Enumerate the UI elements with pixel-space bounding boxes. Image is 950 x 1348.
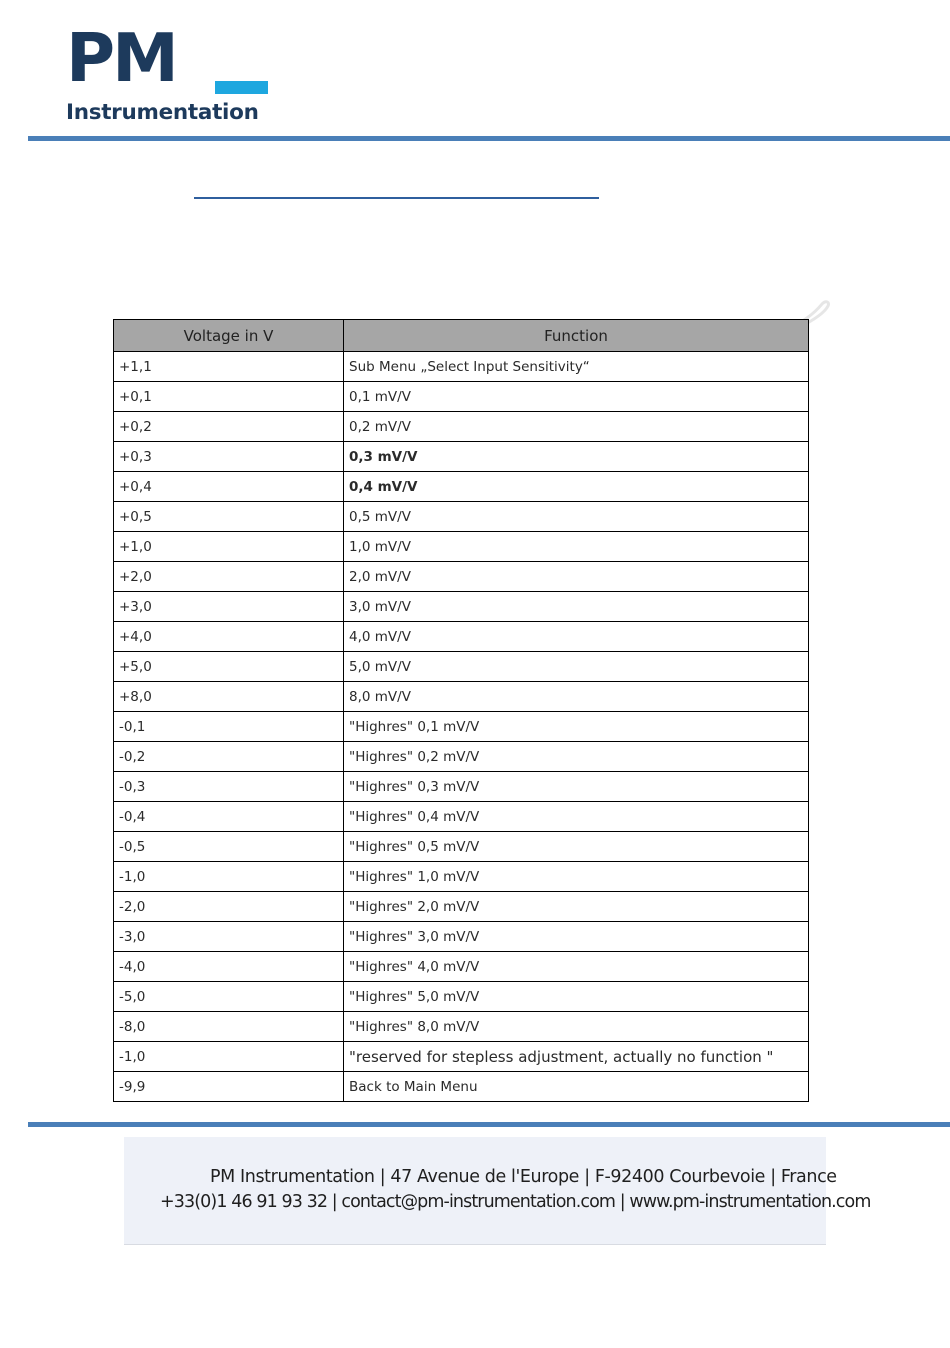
voltage-cell: +0,4 (114, 472, 344, 502)
function-cell: "Highres" 3,0 mV/V (344, 922, 809, 952)
table-row (114, 982, 809, 1012)
voltage-cell: -0,5 (114, 832, 344, 862)
function-cell: "Highres" 8,0 mV/V (344, 1012, 809, 1042)
footer-contact-box (124, 1137, 871, 1245)
voltage-cell: -1,0 (114, 1042, 344, 1072)
table-row (114, 472, 809, 502)
voltage-cell: -0,1 (114, 712, 344, 742)
voltage-cell: -1,0 (114, 862, 344, 892)
function-cell: 0,5 mV/V (344, 502, 809, 532)
voltage-cell: +1,1 (114, 352, 344, 382)
table-row (114, 622, 809, 652)
function-cell: 0,1 mV/V (344, 382, 809, 412)
function-cell: 0,4 mV/V (344, 472, 809, 502)
footer-divider (28, 1122, 950, 1127)
table-row (114, 352, 809, 382)
function-cell: "Highres" 4,0 mV/V (344, 952, 809, 982)
table-row (114, 922, 809, 952)
voltage-function-table (113, 319, 809, 1102)
function-cell: 5,0 mV/V (344, 652, 809, 682)
logo-accent-bar (215, 81, 268, 94)
function-cell: 2,0 mV/V (344, 562, 809, 592)
voltage-cell: +4,0 (114, 622, 344, 652)
function-cell: 1,0 mV/V (344, 532, 809, 562)
company-logo (66, 19, 272, 128)
table-row (114, 742, 809, 772)
function-cell: 0,2 mV/V (344, 412, 809, 442)
function-cell: "Highres" 0,2 mV/V (344, 742, 809, 772)
voltage-cell: -8,0 (114, 1012, 344, 1042)
table-row (114, 1042, 809, 1072)
voltage-cell: +0,5 (114, 502, 344, 532)
function-cell: "reserved for stepless adjustment, actually no function " (344, 1042, 809, 1072)
table-row (114, 1012, 809, 1042)
header-function: Function (344, 320, 809, 352)
table-row (114, 712, 809, 742)
table-row (114, 1072, 809, 1102)
voltage-cell: -3,0 (114, 922, 344, 952)
table-row (114, 892, 809, 922)
voltage-cell: +2,0 (114, 562, 344, 592)
function-cell: "Highres" 0,3 mV/V (344, 772, 809, 802)
function-cell: "Highres" 0,5 mV/V (344, 832, 809, 862)
function-cell: "Highres" 2,0 mV/V (344, 892, 809, 922)
voltage-cell: +3,0 (114, 592, 344, 622)
function-cell: 4,0 mV/V (344, 622, 809, 652)
voltage-cell: -4,0 (114, 952, 344, 982)
voltage-cell: +0,3 (114, 442, 344, 472)
table-row (114, 802, 809, 832)
voltage-cell: -0,3 (114, 772, 344, 802)
table-row (114, 592, 809, 622)
table-row (114, 442, 809, 472)
table-row (114, 532, 809, 562)
voltage-cell: +5,0 (114, 652, 344, 682)
function-cell: 3,0 mV/V (344, 592, 809, 622)
title-underline (194, 197, 599, 199)
voltage-cell: -9,9 (114, 1072, 344, 1102)
table-row (114, 772, 809, 802)
voltage-cell: -0,2 (114, 742, 344, 772)
voltage-cell: +8,0 (114, 682, 344, 712)
table-row (114, 562, 809, 592)
table-row (114, 412, 809, 442)
voltage-cell: -5,0 (114, 982, 344, 1012)
voltage-cell: +0,2 (114, 412, 344, 442)
function-cell: "Highres" 0,1 mV/V (344, 712, 809, 742)
voltage-cell: +0,1 (114, 382, 344, 412)
table-row (114, 652, 809, 682)
logo-wordmark: PM (66, 19, 176, 97)
voltage-cell: +1,0 (114, 532, 344, 562)
logo-subtitle: Instrumentation (66, 100, 259, 125)
function-cell: Back to Main Menu (344, 1072, 809, 1102)
header-voltage: Voltage in V (114, 320, 344, 352)
table-header-row (114, 320, 809, 352)
table-row (114, 832, 809, 862)
table-row (114, 682, 809, 712)
function-cell: "Highres" 1,0 mV/V (344, 862, 809, 892)
voltage-cell: -0,4 (114, 802, 344, 832)
table-row (114, 502, 809, 532)
header-divider (28, 136, 950, 141)
voltage-cell: -2,0 (114, 892, 344, 922)
table-row (114, 862, 809, 892)
table-row (114, 382, 809, 412)
function-cell: 8,0 mV/V (344, 682, 809, 712)
table-row (114, 952, 809, 982)
footer-contact: +33(0)1 46 91 93 32 | contact@pm-instrumentation.com | www.pm-instrumentation.com (160, 1192, 871, 1212)
function-cell: "Highres" 0,4 mV/V (344, 802, 809, 832)
function-cell: "Highres" 5,0 mV/V (344, 982, 809, 1012)
footer-address: PM Instrumentation | 47 Avenue de l'Europe | F-92400 Courbevoie | France (210, 1167, 837, 1187)
function-cell: 0,3 mV/V (344, 442, 809, 472)
function-cell: Sub Menu „Select Input Sensitivity“ (344, 352, 809, 382)
